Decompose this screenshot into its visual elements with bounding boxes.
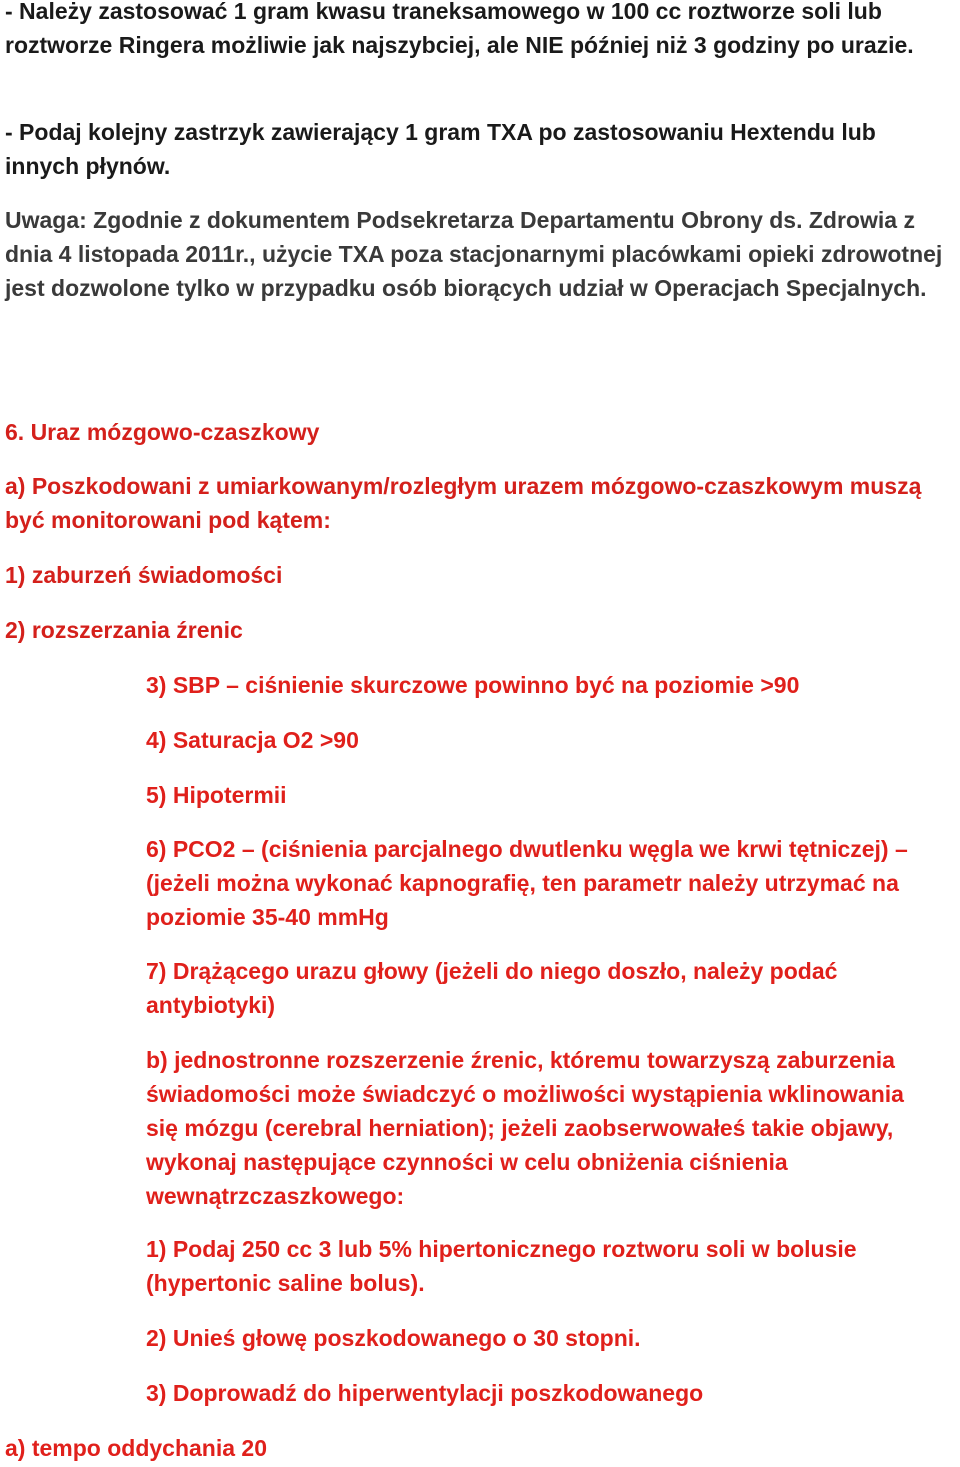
intro-paragraph-1: - Należy zastosować 1 gram kwasu traneksamowego w 100 cc roztworze soli lub roztworze Ringera możliwie jak najszybciej, ale NIE później niż 3 godziny po urazie. [5, 0, 914, 58]
list-item: 7) Drążącego urazu głowy (jeżeli do niego doszło, należy podać antybiotyki) [146, 958, 838, 1018]
list-item: 3) SBP – ciśnienie skurczowe powinno być na poziomie >90 [146, 672, 800, 698]
section-b-text: b) jednostronne rozszerzenie źrenic, któremu towarzyszą zaburzenia świadomości może świadczyć o możliwości wystąpienia wklinowania się mózgu (cerebral herniation); jeżeli zaobserwowałeś takie objawy, wykonaj następujące czynności w celu obniżenia ciśnienia wewnątrzczaszkowego: [146, 1047, 904, 1209]
section-a-text: a) Poszkodowani z umiarkowanym/rozległym urazem mózgowo-czaszkowym muszą być monitorowani pod kątem: [5, 473, 922, 533]
step-item: 2) Unieś głowę poszkodowanego o 30 stopni. [146, 1325, 641, 1351]
intro-paragraph-2: - Podaj kolejny zastrzyk zawierający 1 gram TXA po zastosowaniu Hextendu lub innych płynów. [5, 119, 876, 179]
breathing-rate-item: a) tempo oddychania 20 [5, 1435, 268, 1461]
section-heading: 6. Uraz mózgowo-czaszkowy [5, 419, 320, 445]
list-item: 6) PCO2 – (ciśnienia parcjalnego dwutlenku węgla we krwi tętniczej) – (jeżeli można wykonać kapnografię, ten parametr należy utrzymać na poziomie 35-40 mmHg [146, 836, 908, 930]
list-item: 2) rozszerzania źrenic [5, 617, 243, 643]
list-item: 4) Saturacja O2 >90 [146, 727, 359, 753]
txa-note: Uwaga: Zgodnie z dokumentem Podsekretarza Departamentu Obrony ds. Zdrowia z dnia 4 listopada 2011r., użycie TXA poza stacjonarnymi placówkami opieki zdrowotnej jest dozwolone tylko w przypadku osób biorących udział w Operacjach Specjalnych. [5, 207, 943, 301]
step-item: 3) Doprowadź do hiperwentylacji poszkodowanego [146, 1380, 704, 1406]
step-item: 1) Podaj 250 cc 3 lub 5% hipertonicznego roztworu soli w bolusie (hypertonic saline bolus). [146, 1236, 857, 1296]
list-item: 1) zaburzeń świadomości [5, 562, 283, 588]
list-item: 5) Hipotermii [146, 782, 287, 808]
